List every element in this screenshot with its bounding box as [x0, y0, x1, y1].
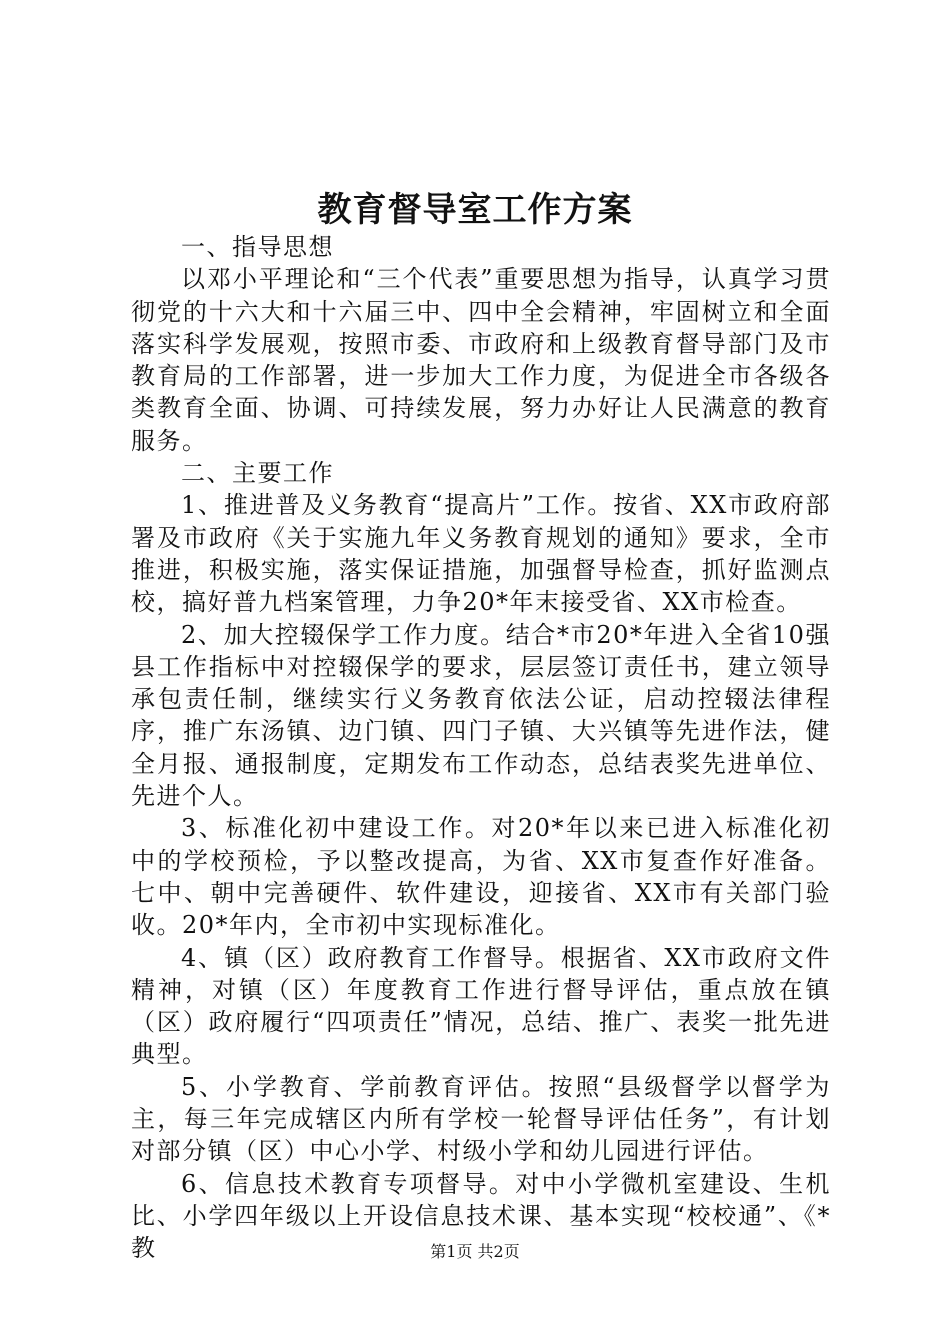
paragraph-work-item-2: 2、加大控辍保学工作力度。结合*市20*年进入全省10强县工作指标中对控辍保学的要求，层层签订责任书，建立领导承包责任制，继续实行义务教育依法公证，启动控辍法律程序，推广东汤镇、边门镇、四门子镇、大兴镇等先进作法，健全月报、通报制度，定期发布工作动态，总结表奖先进单位、先进个人。 [131, 620, 831, 811]
document-title: 教育督导室工作方案 [317, 190, 633, 230]
document-body [131, 231, 831, 1265]
paragraph-work-item-6: 6、信息技术教育专项督导。对中小学微机室建设、生机比、小学四年级以上开设信息技术课、基本实现“校校通”、《*教 [131, 1169, 831, 1263]
paragraph-work-item-5: 5、小学教育、学前教育评估。按照“县级督学以督学为主，每三年完成辖区内所有学校一轮督导评估任务”，有计划对部分镇（区）中心小学、村级小学和幼儿园进行评估。 [131, 1072, 831, 1166]
paragraph-work-item-3: 3、标准化初中建设工作。对20*年以来已进入标准化初中的学校预检，予以整改提高，为省、XX市复查作好准备。七中、朝中完善硬件、软件建设，迎接省、XX市有关部门验收。20*年内，全市初中实现标准化。 [131, 814, 831, 940]
paragraph-work-item-1: 1、推进普及义务教育“提高片”工作。按省、XX市政府部署及市政府《关于实施九年义务教育规划的通知》要求，全市推进，积极实施，落实保证措施，加强督导检查，抓好监测点校，搞好普九档案管理，力争20*年末接受省、XX市检查。 [131, 491, 831, 617]
section-heading-guiding-ideology: 一、指导思想 [181, 233, 334, 261]
page-number-footer: 第1页 共2页 [430, 1242, 520, 1261]
section-heading-main-work: 二、主要工作 [181, 459, 334, 488]
paragraph-work-item-4: 4、镇（区）政府教育工作督导。根据省、XX市政府文件精神，对镇（区）年度教育工作进行督导评估，重点放在镇（区）政府履行“四项责任”情况，总结、推广、表奖一批先进典型。 [131, 943, 831, 1069]
paragraph-guiding-ideology: 以邓小平理论和“三个代表”重要思想为指导，认真学习贯彻党的十六大和十六届三中、四中全会精神，牢固树立和全面落实科学发展观，按照市委、市政府和上级教育督导部门及市教育局的工作部署，进一步加大工作力度，为促进全市各级各类教育全面、协调、可持续发展，努力办好让人民满意的教育服务。 [131, 265, 831, 455]
